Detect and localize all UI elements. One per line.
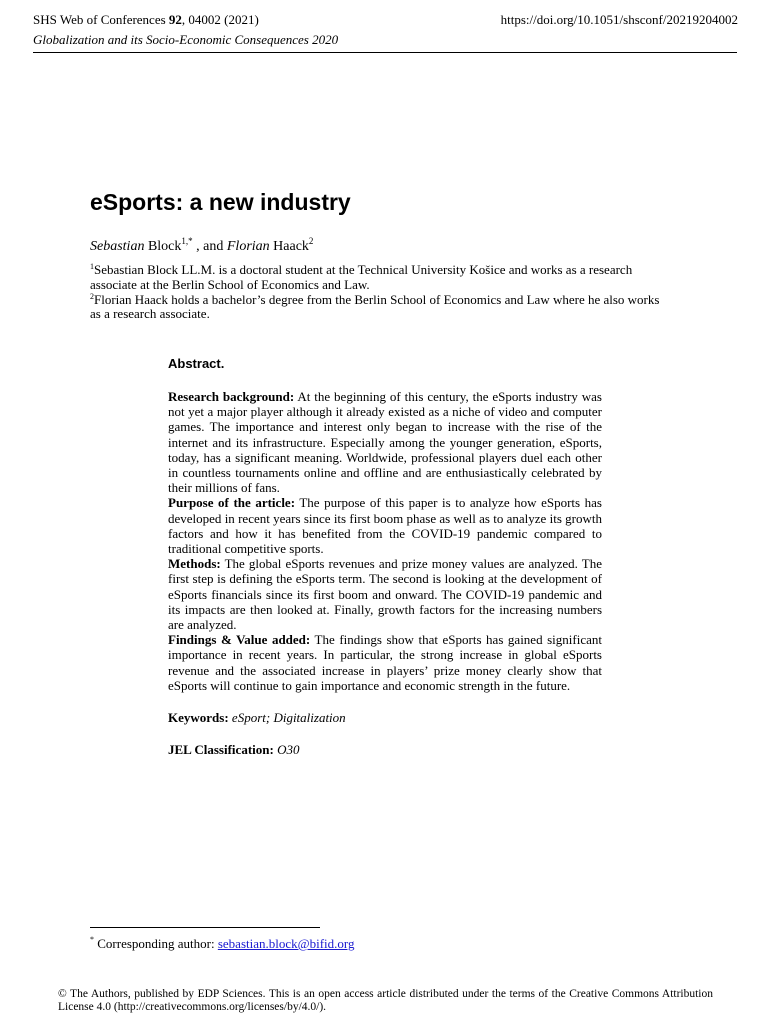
section-text: The purpose of this paper is to analyze how eSports has developed in recent years since its first boom phase as well as to analyze its growth factors and how it has benefited from the COVID-19 pandemic compared to traditional competitive sports. [168,495,602,557]
author-2-first-name: Florian [226,239,270,254]
doi-link[interactable]: https://doi.org/10.1051/shsconf/20219204002 [500,12,738,27]
affiliation-2-mark: 2 [90,291,94,301]
journal-name: SHS Web of Conferences [33,12,166,27]
affiliation-2 [90,293,670,323]
affiliation-1-text: Sebastian Block LL.M. is a doctoral student at the Technical University Košice and works as a research associate at the Berlin School of Economics and Law. [90,262,633,292]
paper-title: eSports: a new industry [90,189,351,215]
abstract-findings [168,632,602,693]
author-2-affiliation-mark: 2 [308,236,314,246]
footnote-rule [90,927,320,928]
section-text: The findings show that eSports has gained significant importance in recent years. In particular, the strong increase in global eSports revenue and the associated increase in players’ prize money clearly show that eSports will continue to gain importance and economic strength in the future. [168,632,602,693]
author-1-affiliation-mark: 1,* [181,236,193,246]
author-1-last-name: Block [144,239,182,254]
affiliation-1-mark: 1 [90,262,94,271]
affiliations [90,263,670,322]
conference-name: Globalization and its Socio-Economic Consequences 2020 [33,32,339,47]
abstract-heading: Abstract. [168,356,225,371]
corresponding-email-link[interactable]: sebastian.block@bifid.org [217,936,355,951]
footnote-mark: * [90,935,94,944]
abstract-purpose [168,495,602,556]
journal-volume: 92 [168,12,182,27]
abstract-block [168,356,602,757]
affiliation-2-text: Florian Haack holds a bachelor’s degree from the Berlin School of Economics and Law where he also works as a research associate. [90,291,660,322]
section-text: The global eSports revenues and prize money values are analyzed. The first step is defining the eSports term. The second is looking at the development of eSports financials since its first boom and onward. The COVID-19 pandemic and its impacts are then looked at. Finally, growth factors for the increasing numbers are analyzed. [168,556,602,633]
section-label: Purpose of the article: [168,495,296,511]
keywords-label: Keywords: [168,710,229,726]
author-2-last-name: Haack [269,239,309,254]
abstract-research-background [168,389,602,495]
corresponding-author-footnote [90,936,355,952]
jel-value: O30 [277,742,300,758]
abstract-methods [168,556,602,632]
header-rule [33,52,737,53]
jel-label: JEL Classification: [168,742,274,758]
author-separator: , and [192,239,227,254]
section-label: Methods: [168,556,221,572]
affiliation-1 [90,263,670,293]
keywords-value: eSport; Digitalization [231,710,346,726]
footnote-label: Corresponding author: [94,936,218,951]
section-text: At the beginning of this century, the eSports industry was not yet a major player although it already existed as a niche of video and computer games. The importance and interest only began to increase with the rise of the internet and its infrastructure. Especially among the younger generation, eSports, today, has a significant meaning. Worldwide, professional players duel each other in countless tournaments online and offline and are enthusiastically celebrated by their millions of fans. [168,389,602,496]
journal-citation [33,12,259,27]
author-1-first-name: Sebastian [90,239,145,254]
jel-classification [168,742,602,757]
license-notice: © The Authors, published by EDP Sciences. This is an open access article distributed under the terms of the Creative Commons Attribution License 4.0 (http://creativecommons.org/licenses/by/4.0/). [58,988,713,1013]
section-label: Research background: [168,389,295,404]
running-header [33,12,453,48]
author-list [90,238,313,256]
article-number: , 04002 (2021) [181,12,259,27]
keywords [168,710,602,725]
section-label: Findings & Value added: [168,632,311,648]
